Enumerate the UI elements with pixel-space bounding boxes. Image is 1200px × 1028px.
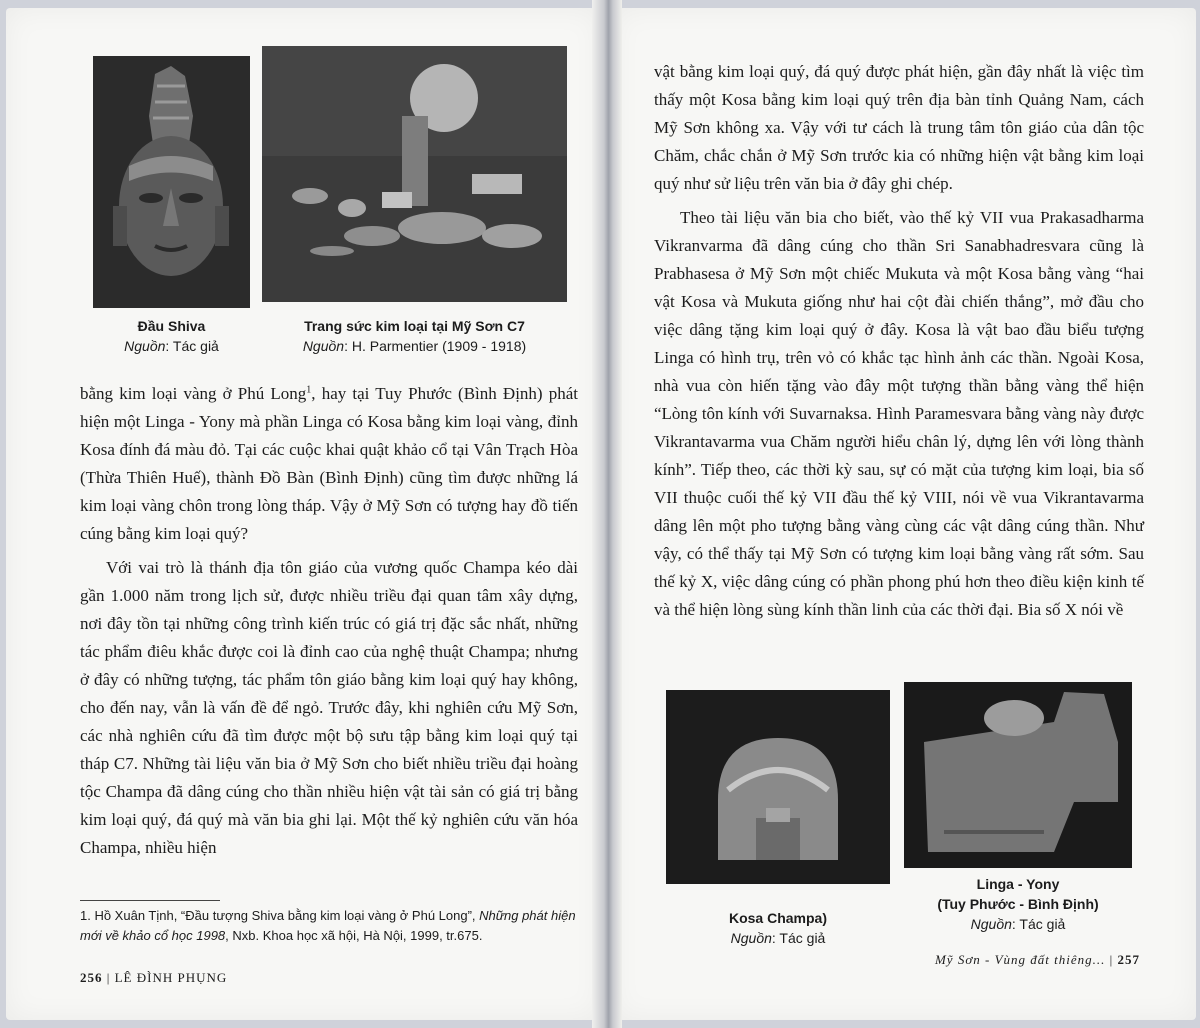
linga-caption-title: Linga - Yony	[976, 876, 1060, 892]
kosa-caption	[666, 908, 890, 948]
shiva-caption-title: Đầu Shiva	[137, 318, 206, 334]
left-body-text	[80, 380, 578, 868]
shiva-caption-source: Nguồn: Tác giả	[124, 338, 219, 354]
shiva-head-image	[93, 56, 250, 308]
right-paragraph-2: Theo tài liệu văn bia cho biết, vào thế kỷ VII vua Prakasadharma Vikranvarma đã dâng cúng cho thần Sri Sanabhadresvara cũng là Prabhasesa ở Mỹ Sơn một chiếc Mukuta và một Kosa bằng vàng “hai vật Kosa và Mukuta giống như hai cột đài chiến thắng”, mở đầu cho việc dâng tặng kim loại quý ở đây. Kosa là vật bao đầu biểu tượng Linga có hình trụ, trên vỏ có khắc tạc hình ảnh các thần. Ngoài Kosa, nhà vua còn hiến tặng vào đây một tượng thần bằng vàng thể hiện “Lòng tôn kính với Suvarnaksa. Hình Paramesvara bằng vàng này được Vikrantavarma vua Chăm người hiểu chân lý, dựng lên với lòng thành kính”. Tiếp theo, các thời kỳ sau, sự có mặt của tượng kim loại, bia số VII thuộc cuối thế kỷ VII đầu thế kỷ VIII, nói về vua Vikrantavarma dâng lên một pho tượng bằng vàng cùng các vật dâng cúng thần. Như vậy, có thể thấy tại Mỹ Sơn có tượng kim loại bằng vàng rất sớm. Sau thế kỷ X, việc dâng cúng có phần phong phú hơn theo điều kiện kinh tế và thể hiện lòng sùng kính thần linh của các thời đại. Bia số X nói về	[654, 208, 1144, 619]
footnote-reference[interactable]: 1	[306, 384, 312, 396]
footnote: 1. Hồ Xuân Tịnh, “Đầu tượng Shiva bằng kim loại vàng ở Phú Long”, Những phát hiện mới về khảo cổ học 1998, Nxb. Khoa học xã hội, Hà Nội, 1999, tr.675.	[80, 908, 576, 943]
right-paragraph-1: vật bằng kim loại quý, đá quý được phát hiện, gần đây nhất là việc tìm thấy một Kosa bằng kim loại quý trên địa bàn tỉnh Quảng Nam, cách Mỹ Sơn không xa. Vậy với tư cách là trung tâm tôn giáo của dân tộc Chăm, chắc chắn ở Mỹ Sơn trước kia có những hiện vật bằng kim loại quý như sử liệu trên văn bia ở đây ghi chép.	[654, 62, 1144, 193]
right-running-head: Mỹ Sơn - Vùng đất thiêng...	[934, 952, 1106, 967]
linga-caption-subtitle: (Tuy Phước - Bình Định)	[937, 896, 1099, 912]
kosa-caption-title: Kosa Champa)	[728, 910, 828, 926]
right-folio: Mỹ Sơn - Vùng đất thiêng... | 257	[934, 952, 1140, 967]
linga-yony-photo	[904, 682, 1132, 868]
jewelry-caption-source: Nguồn: H. Parmentier (1909 - 1918)	[302, 338, 527, 354]
book-gutter	[592, 0, 622, 1028]
my-son-c7-jewelry-photo	[262, 46, 567, 302]
right-body-text	[654, 58, 1144, 630]
left-page-number: 256	[80, 970, 103, 985]
footnote-divider	[80, 900, 220, 901]
left-paragraph-2: Với vai trò là thánh địa tôn giáo của vương quốc Champa kéo dài gần 1.000 năm trong lịch sử, được nhiều triều đại quan tâm xây dựng, nơi đây tồn tại những công trình kiến trúc có giá trị đặc sắc nhất, những tác phẩm điêu khắc được coi là đỉnh cao của nghệ thuật Champa; nhưng ở đây có những tượng, tác phẩm tôn giáo bằng kim loại quý hay không, cho đến nay, vẫn là vấn đề để ngỏ. Trước đây, khi nghiên cứu Mỹ Sơn, các nhà nghiên cứu đã tìm được một bộ sưu tập bằng kim loại quý tại tháp C7. Những tài liệu văn bia ở Mỹ Sơn cho biết nhiều triều đại hoàng tộc Champa đã dâng cúng cho thần nhiều hiện vật tài sản có giá trị bằng kim loại quý, đá quý mà văn bia ghi lại. Một thế kỷ nghiên cứu văn hóa Champa, nhiều hiện	[80, 558, 578, 857]
left-running-head: LÊ ĐÌNH PHỤNG	[114, 970, 228, 985]
shiva-caption	[93, 316, 250, 356]
linga-caption	[904, 874, 1132, 934]
jewelry-image	[262, 46, 567, 302]
left-folio: 256 | LÊ ĐÌNH PHỤNG	[80, 970, 228, 985]
linga-caption-source: Nguồn: Tác giả	[970, 916, 1066, 932]
right-page-number: 257	[1117, 952, 1140, 967]
shiva-head-photo	[93, 56, 250, 308]
kosa-champa-photo	[666, 690, 890, 884]
left-paragraph-1: bằng kim loại vàng ở Phú Long$^1$, hay tại Tuy Phước (Bình Định) phát hiện một Linga - Yony mà phần Linga có Kosa bằng kim loại vàng, đỉnh Kosa đính đá màu đỏ. Tại các cuộc khai quật khảo cổ tại Vân Trạch Hòa (Thừa Thiên Huế), thành Đồ Bàn (Bình Định) cũng tìm được những lá kim loại vàng chôn trong lòng tháp. Vậy ở Mỹ Sơn có tượng hay đồ tiến cúng bằng kim loại quý?	[80, 384, 579, 543]
jewelry-caption-title: Trang sức kim loại tại Mỹ Sơn C7	[304, 318, 525, 334]
jewelry-caption	[262, 316, 567, 356]
kosa-caption-source: Nguồn: Tác giả	[730, 930, 826, 946]
linga-image	[904, 682, 1132, 868]
kosa-image	[666, 690, 890, 884]
